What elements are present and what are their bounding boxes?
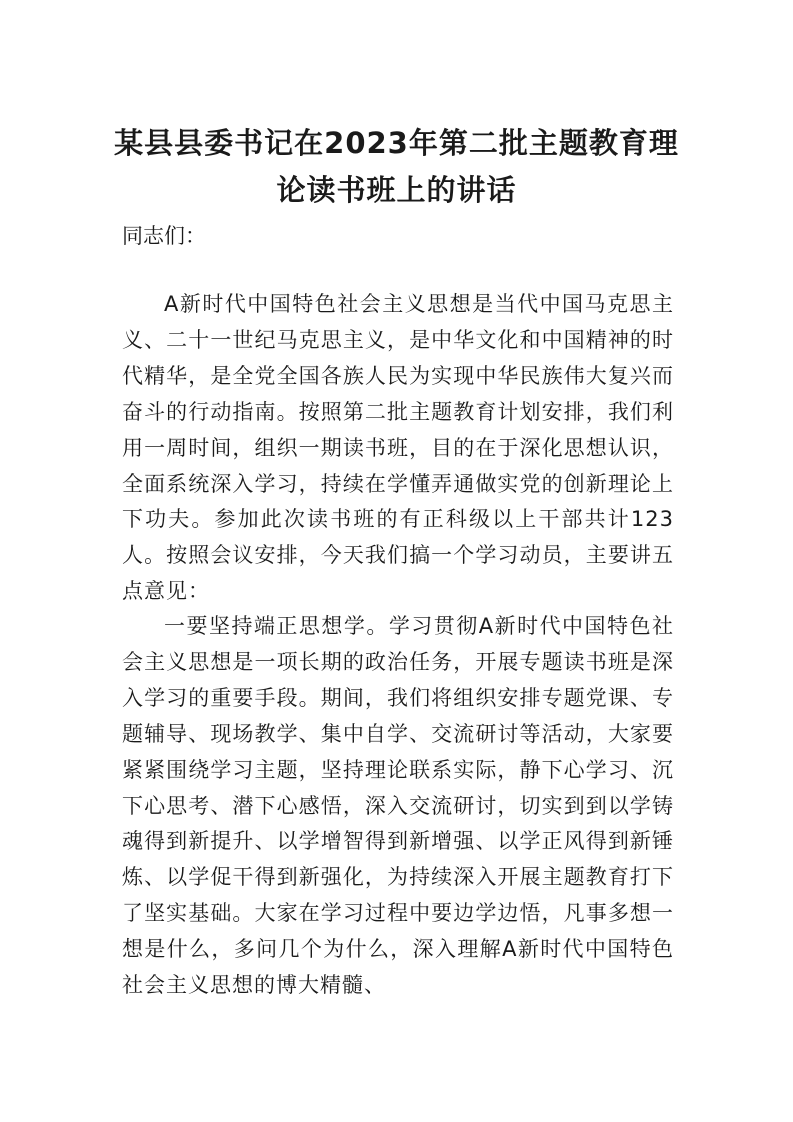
- paragraph-2: 一要坚持端正思想学。学习贯彻A新时代中国特色社会主义思想是一项长期的政治任务，开展专题读书班是深入学习的重要手段。期间，我们将组织安排专题党课、专题辅导、现场教学、集中自学、交流研讨等活动，大家要紧紧围绕学习主题，坚持理论联系实际，静下心学习、沉下心思考、潜下心感悟，深入交流研讨，切实到到以学铸魂得到新提升、以学增智得到新增强、以学正风得到新锤炼、以学促干得到新强化，为持续深入开展主题教育打下了坚实基础。大家在学习过程中要边学边悟，凡事多想一想是什么，多问几个为什么，深入理解A新时代中国特色社会主义思想的博大精髓、: [122, 614, 674, 998]
- paragraph-1: A新时代中国特色社会主义思想是当代中国马克思主义、二十一世纪马克思主义，是中华文化和中国精神的时代精华，是全党全国各族人民为实现中华民族伟大复兴而奋斗的行动指南。按照第二批主题教育计划安排，我们利用一周时间，组织一期读书班，目的在于深化思想认识，全面系统深入学习，持续在学懂弄通做实党的创新理论上下功夫。参加此次读书班的有正科级以上干部共计123人。按照会议安排，今天我们搞一个学习动员，主要讲五点意见：: [122, 292, 674, 604]
- document-title-line-1: 某县县委书记在2023年第二批主题教育理: [114, 126, 679, 160]
- salutation: 同志们：: [122, 224, 206, 248]
- document-title-line-2: 论读书班上的讲话: [276, 173, 517, 207]
